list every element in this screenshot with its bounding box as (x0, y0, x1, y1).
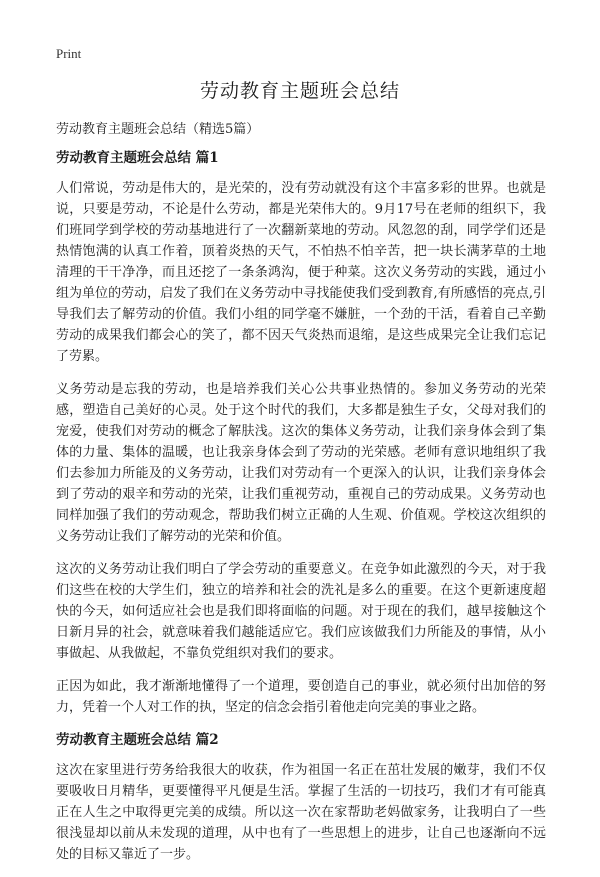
paragraph: 正因为如此，我才渐渐地懂得了一个道理，要创造自己的事业，就必须付出加倍的努力，凭着一个人对工作的执，坚定的信念会指引着他走向完美的事业之路。 (56, 679, 546, 715)
document-subtitle: 劳动教育主题班会总结（精选5篇） (56, 122, 260, 137)
section-heading-1: 劳动教育主题班会总结 篇1 (56, 150, 219, 166)
paragraph: 这次的义务劳动让我们明白了学会劳动的重要意义。在竞争如此激烈的今天，对于我们这些在校的大学生们，独立的培养和社会的洗礼是多么的重要。在这个更新速度超快的今天，如何适应社会也是我们即将面临的问题。对于现在的我们，越早接触这个日新月异的社会，就意味着我们越能适应它。我们应该做我们力所能及的事情，从小事做起、从我做起，不靠负党组织对我们的要求。 (56, 562, 546, 661)
paragraph: 义务劳动是忘我的劳动，也是培养我们关心公共事业热情的。参加义务劳动的光荣感，塑造自己美好的心灵。处于这个时代的我们，大多都是独生子女，父母对我们的宠爱，使我们对劳动的概念了解肤浅。这次的集体义务劳动，让我们亲身体会到了集体的力量、集体的温暖，也让我亲身体会到了劳动的光荣感。老师有意识地组织了我们去参加力所能及的义务劳动，让我们对劳动有一个更深入的认识，让我们亲身体会到了劳动的艰辛和劳动的光荣，让我们重视劳动，重视自己的劳动成果。义务劳动也同样加强了我们的劳动观念，帮助我们树立正确的人生观、价值观。学校这次组织的义务劳动让我们了解劳动的光荣和价值。 (56, 382, 546, 544)
paragraph: 人们常说，劳动是伟大的，是光荣的，没有劳动就没有这个丰富多彩的世界。也就是说，只要是劳动，不论是什么劳动，都是光荣伟大的。9月17号在老师的组织下，我们班同学到学校的劳动基地进行了一次翻新菜地的劳动。风忽忽的刮，同学学们还是热情饱满的认真工作着，顶着炎热的天气，不怕热不怕辛苦，把一块长满茅草的土地清理的干干净净，而且还挖了一条条鸿沟，便于种菜。这次义务劳动的实践，通过小组为单位的劳动，启发了我们在义务劳动中寻找能使我们受到教育,有所感悟的亮点,引导我们去了解劳动的价值。我们小组的同学毫不嫌脏，一个劲的干活，看着自己辛勤劳动的成果我们都会心的笑了，都不因天气炎热而退缩，是这些成果完全让我们忘记了劳累。 (56, 181, 546, 364)
print-link[interactable]: Print (56, 46, 82, 61)
paragraph: 这次在家里进行劳务给我很大的收获，作为祖国一名正在茁壮发展的嫩芽，我们不仅要吸收日月精华，更要懂得平凡便是生活。掌握了生活的一切技巧，我们才有可能真正在人生之中取得更完美的成绩。所以这一次在家帮助老妈做家务，让我明白了一些很浅显却以前从未发现的道理，从中也有了一些思想上的进步，让自己也逐渐向不远处的目标又靠近了一步。 (56, 763, 546, 862)
page-title: 劳动教育主题班会总结 (199, 80, 400, 102)
document-content (56, 148, 546, 877)
section-heading-2: 劳动教育主题班会总结 篇2 (56, 732, 219, 748)
